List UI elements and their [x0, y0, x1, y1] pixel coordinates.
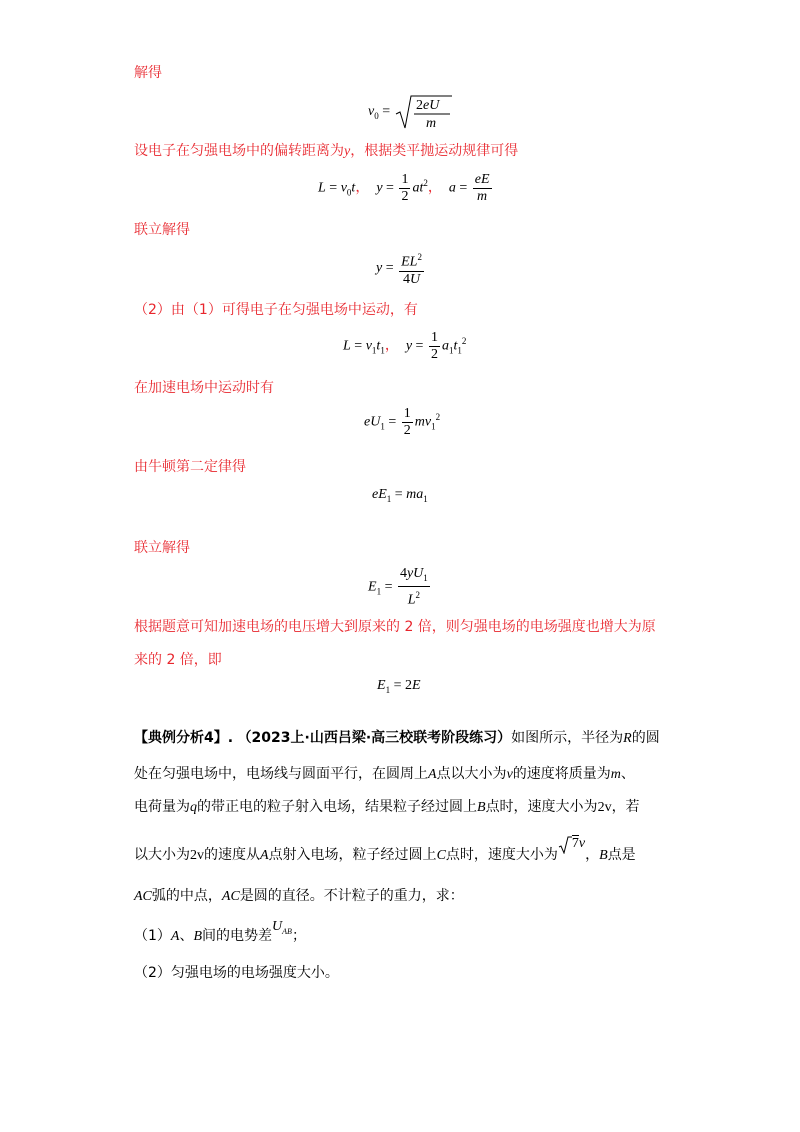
text-deflection: 设电子在匀强电场中的偏转距离为y，根据类平抛运动规律可得: [134, 143, 519, 159]
example-line-4: 以大小为2v的速度从A点射入电场，粒子经过圆上C点时，速度大小为7v，B点是: [134, 845, 636, 866]
formula-newton: $eE_1 = ma_1$: [372, 487, 428, 504]
text-conclusion-1: 根据题意可知加速电场的电压增大到原来的 2 倍，则匀强电场的电场强度也增大为原: [134, 619, 656, 635]
example-line-1: 【典例分析4】. （2023上·山西吕梁·高三校联考阶段练习）如图所示，半径为R的圆: [134, 730, 660, 746]
text-conclusion-2: 来的 2 倍，即: [134, 652, 222, 668]
text-jiede-2: 联立解得: [134, 222, 190, 238]
question-2: （2）匀强电场的电场强度大小。: [134, 965, 339, 981]
example-line-5: AC弧的中点，AC是圆的直径。不计粒子的重力，求：: [134, 888, 464, 904]
svg-text:m: m: [425, 116, 436, 130]
example-line-3: 电荷量为q的带正电的粒子射入电场，结果粒子经过圆上B点时，速度大小为2v，若: [134, 799, 640, 815]
formula-kinematics: $L = v_0t$， y = $\frac{1}{2}$ $at^2$， a = $\frac{eE}{m}$: [318, 172, 490, 204]
formula-e1: $E_1$ = $\frac{4yU_1}{L^2}$: [368, 566, 428, 608]
text-jiede-3: 联立解得: [134, 540, 190, 556]
text-jiede-1: 解得: [134, 65, 162, 81]
formula-e1-2e: $E_1 = 2E$: [377, 678, 421, 695]
example-source: （2023上·山西吕梁·高三校联考阶段练习）: [237, 730, 512, 746]
formula-y: y = $\frac{EL^2}{4U}$: [376, 249, 426, 288]
example-line-2: 处在匀强电场中，电场线与圆面平行，在圆周上A点以大小为v的速度将质量为m、: [134, 766, 635, 782]
svg-text:2eU: 2eU: [415, 98, 439, 113]
formula-part2: $L = v_1t_1$， y = $\frac{1}{2}$ $a_1t_1^2$: [343, 330, 467, 362]
sqrt-sign-small: [558, 836, 572, 854]
question-1: （1）A、B间的电势差$U_{AB}$；: [134, 919, 306, 944]
formula-energy: $eU_1$ = $\frac{1}{2}$ $mv_1^2$: [364, 406, 441, 438]
sqrt7-v: 7v: [558, 833, 585, 854]
u-ab-symbol: $U_{AB}$: [272, 919, 292, 936]
text-accel-field: 在加速电场中运动时有: [134, 380, 274, 396]
example-tag: 【典例分析4】: [134, 730, 228, 746]
sqrt-sign: [394, 94, 454, 130]
text-newton: 由牛顿第二定律得: [134, 459, 246, 475]
formula-v0: $v_0$ = 2eU m: [368, 94, 454, 130]
text-part2: （2）由（1）可得电子在匀强电场中运动，有: [134, 302, 418, 318]
